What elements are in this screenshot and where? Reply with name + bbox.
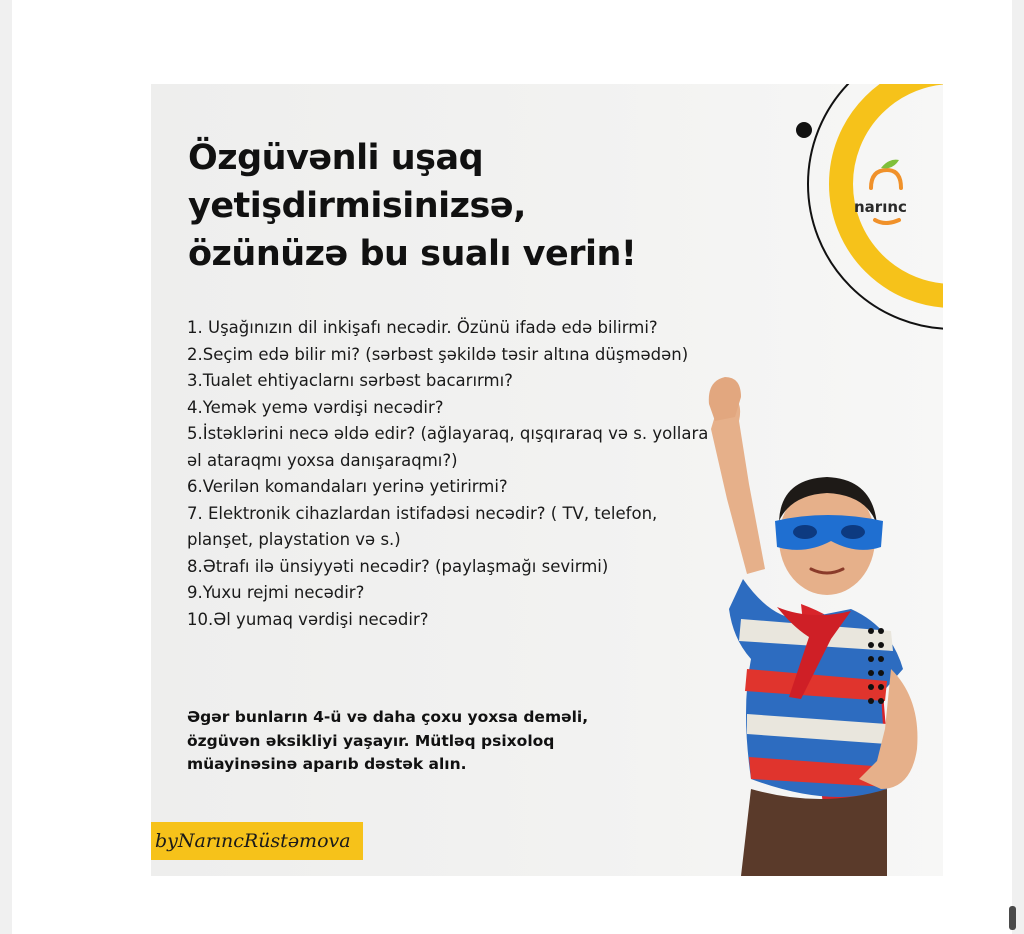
post-image [151, 84, 943, 876]
list-item: 3.Tualet ehtiyaclarnı sərbəst bacarırmı? [187, 371, 513, 390]
list-item: 10.Əl yumaq vərdişi necədir? [187, 609, 429, 629]
superhero-kid-illustration [681, 369, 943, 876]
viewer-left-border [0, 0, 12, 934]
post-title [188, 134, 636, 278]
logo-text: narınc [854, 198, 907, 216]
viewer-right-border [1012, 0, 1024, 934]
scrollbar-thumb[interactable] [1009, 906, 1016, 930]
list-item: 7. Elektronik cihazlardan istifadəsi necədir? ( TV, telefon, planşet, playstation və s.) [187, 503, 658, 549]
title-line: yetişdirmisinizsə, [188, 186, 526, 226]
list-item: 2.Seçim edə bilir mi? (sərbəst şəkildə təsir altına düşmədən) [187, 344, 689, 364]
author-signature: byNarıncRüstəmova [155, 830, 351, 852]
conclusion-text: Əgər bunların 4-ü və daha çoxu yoxsa deməli, özgüvən əksikliyi yaşayır. Mütləq psixoloq müayinəsinə aparıb dəstək alın. [187, 708, 589, 773]
brand-logo [743, 84, 943, 334]
list-item: 8.Ətrafı ilə ünsiyyəti necədir? (paylaşmağı sevirmi) [187, 556, 609, 576]
list-item: 6.Verilən komandaları yerinə yetirirmi? [187, 477, 508, 496]
list-item: 9.Yuxu rejmi necədir? [187, 583, 365, 602]
author-signature-banner [151, 822, 363, 860]
question-list [187, 315, 727, 633]
list-item: 5.İstəklərini necə əldə edir? (ağlayaraq, qışqıraraq və s. yollara əl ataraqmı yoxsa danışaraqmı?) [187, 424, 709, 470]
title-line: özünüzə bu sualı verin! [188, 234, 637, 274]
list-item: 1. Uşağınızın dil inkişafı necədir. Özünü ifadə edə bilirmi? [187, 318, 658, 337]
list-item: 4.Yemək yemə vərdişi necədir? [187, 397, 444, 417]
title-line: Özgüvənli uşaq [188, 138, 484, 178]
